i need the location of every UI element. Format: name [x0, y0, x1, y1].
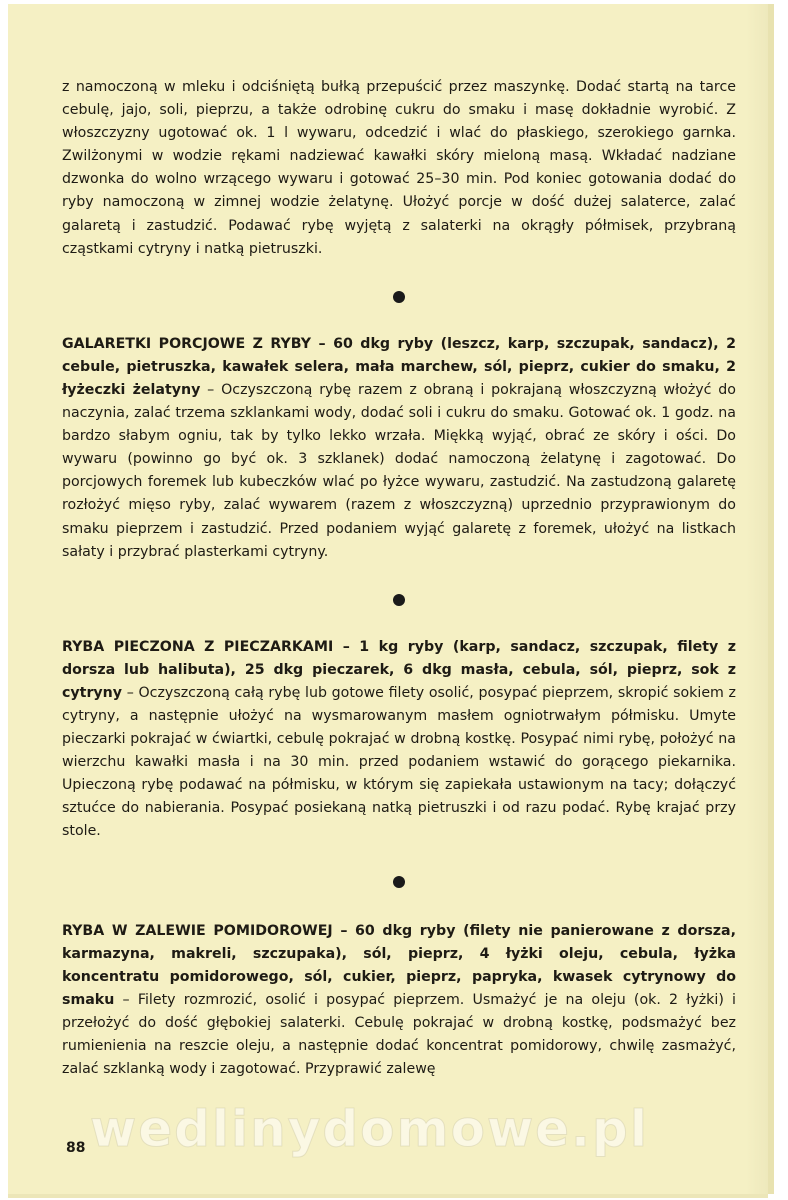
recipe-instructions: – Oczyszczoną całą rybę lub gotowe filety osolić, posypać pieprzem, skropić sokiem z cytryny, a następnie ułożyć na wysmarowanym masłem ogniotrwałym półmisku. Umyte pieczarki pokrajać w ćwiartki, cebulę pokrajać w drobną kostkę. Posypać nimi rybę, położyć na wierzchu kawałki masła i na 30 min. przed podaniem wstawić do gorącego piekarnika. Upieczoną rybę podawać na półmisku, w którym się zapiekała ustawionym na tacy; dołączyć sztućce do nabierania. Posypać posiekaną natką pietruszki i od razu podać. Rybę krajać przy stole.: [62, 684, 736, 840]
recipe-instructions: – Filety rozmrozić, osolić i posypać pieprzem. Usmażyć je na oleju (ok. 2 łyżki) i przełożyć do dość głębokiej salaterki. Cebulę pokrajać w drobną kostkę, podsmażyć bez rumienienia na reszcie oleju, a następnie dodać koncentrat pomidorowy, chwilę zasmażyć, zalać szklanką wody i zagotować. Przyprawić zalewę: [62, 991, 736, 1078]
recipe-ryba-pieczona: [62, 636, 736, 844]
page-content: [62, 76, 736, 1081]
site-watermark: wedlinydomowe.pl: [90, 1100, 649, 1158]
recipe-title: RYBA PIECZONA Z PIECZARKAMI: [62, 638, 334, 655]
recipe-body: [62, 76, 736, 261]
recipe-continuation: [62, 76, 736, 261]
page-edge-shadow: [746, 4, 768, 1194]
bullet-separator-icon: [393, 876, 405, 888]
recipe-body: [62, 333, 736, 564]
section-separator: [62, 564, 736, 636]
recipe-ingredients: – 60 dkg ryby (filety nie panierowane z dorsza, karmazyna, makreli, szczupaka), sól, pieprz, 4 łyżki oleju, cebula, łyżka koncentratu pomidorowego, sól, cukier, pieprz, papryka, kwasek cytrynowy do smaku: [62, 922, 736, 1008]
book-page: [8, 4, 768, 1194]
section-separator: [62, 844, 736, 920]
recipe-instructions: – Oczyszczoną rybę razem z obraną i pokrajaną włoszczyzną włożyć do naczynia, zalać trzema szklankami wody, dodać soli i cukru do smaku. Gotować ok. 1 godz. na bardzo słabym ogniu, tak by tylko lekko wrzała. Miękką wyjąć, obrać ze skóry i ości. Do wywaru (powinno go być ok. 3 szklanek) dodać namoczoną żelatynę i zagotować. Do porcjowych foremek lub kubeczków wlać po łyżce wywaru, zastudzić. Na zastudzoną galaretę rozłożyć mięso ryby, zalać wywarem (razem z włoszczyzną) uprzednio przyprawionym do smaku pieprzem i zastudzić. Przed podaniem wyjąć galaretę z foremek, ułożyć na listkach sałaty i przybrać plasterkami cytryny.: [62, 381, 736, 560]
recipe-text: z namoczoną w mleku i odciśniętą bułką przepuścić przez maszynkę. Dodać startą na tarce cebulę, jajo, soli, pieprzu, a także odrobinę cukru do smaku i masę dokładnie wyrobić. Z włoszczyzny ugotować ok. 1 l wywaru, odcedzić i wlać do płaskiego, szerokiego garnka. Zwilżonymi w wodzie rękami nadziewać kawałki skóry mieloną masą. Wkładać nadziane dzwonka do wolno wrzącego wywaru i gotować 25–30 min. Pod koniec gotowania dodać do ryby namoczoną w zimnej wodzie żelatynę. Ułożyć porcje w dość dużej salaterce, zalać galaretą i zastudzić. Podawać rybę wyjętą z salaterki na okrągły półmisek, przybraną cząstkami cytryny i natką pietruszki.: [62, 79, 736, 257]
recipe-body: [62, 636, 736, 844]
recipe-ingredients: – 60 dkg ryby (leszcz, karp, szczupak, sandacz), 2 cebule, pietruszka, kawałek selera, mała marchew, sól, pieprz, cukier do smaku, 2 łyżeczki żelatyny: [62, 335, 736, 398]
recipe-body: [62, 920, 736, 1082]
page-number: 88: [66, 1140, 86, 1156]
recipe-title: RYBA W ZALEWIE POMIDOROWEJ: [62, 922, 333, 939]
recipe-ryba-w-zalewie: [62, 920, 736, 1082]
recipe-title: GALARETKI PORCJOWE Z RYBY: [62, 335, 312, 352]
bullet-separator-icon: [393, 291, 405, 303]
recipe-ingredients: – 1 kg ryby (karp, sandacz, szczupak, filety z dorsza lub halibuta), 25 dkg pieczarek, 6 dkg masła, cebula, sól, pieprz, sok z cytryny: [62, 638, 736, 701]
section-separator: [62, 261, 736, 333]
bullet-separator-icon: [393, 594, 405, 606]
recipe-galaretki-porcjowe: [62, 333, 736, 564]
